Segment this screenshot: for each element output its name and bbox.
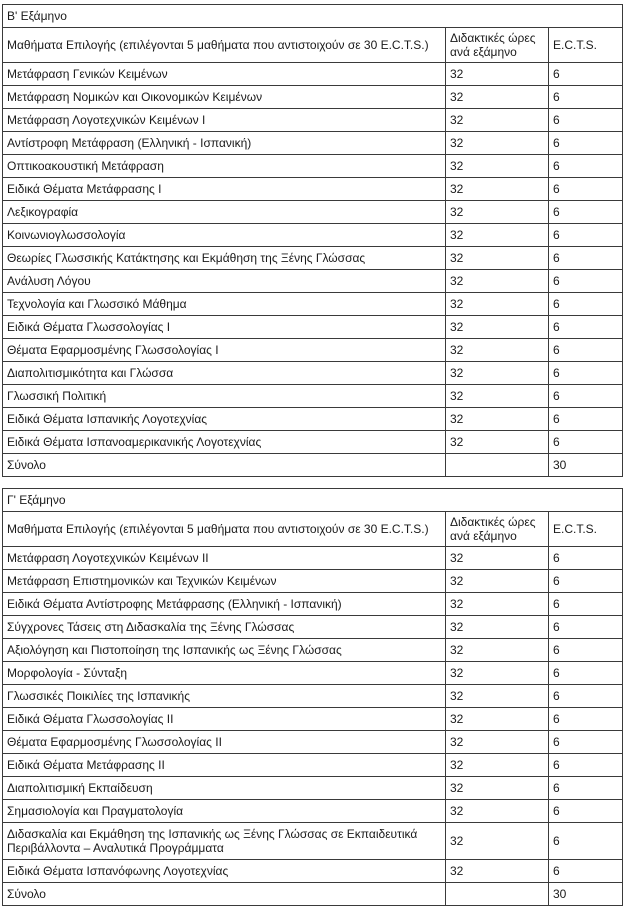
ects-credits: 6: [549, 339, 623, 362]
ects-credits: 6: [549, 708, 623, 731]
course-name: Ειδικά Θέματα Ισπανοαμερικανικής Λογοτεχνίας: [3, 431, 446, 454]
course-name: Αντίστροφη Μετάφραση (Ελληνική - Ισπανική): [3, 132, 446, 155]
table-row: [3, 823, 623, 860]
ects-credits: 6: [549, 86, 623, 109]
table-row: [3, 431, 623, 454]
ects-credits: 6: [549, 316, 623, 339]
teaching-hours: 32: [446, 109, 549, 132]
table-row: [3, 385, 623, 408]
teaching-hours: 32: [446, 339, 549, 362]
teaching-hours: 32: [446, 570, 549, 593]
teaching-hours: 32: [446, 155, 549, 178]
teaching-hours: 32: [446, 362, 549, 385]
semester-c-body: [3, 489, 623, 906]
course-name: Μορφολογία - Σύνταξη: [3, 662, 446, 685]
ects-credits: 6: [549, 201, 623, 224]
semester-title-row: [3, 5, 623, 28]
course-name: Διαπολιτισμική Εκπαίδευση: [3, 777, 446, 800]
course-name: Σημασιολογία και Πραγματολογία: [3, 800, 446, 823]
teaching-hours: 32: [446, 708, 549, 731]
table-row: [3, 109, 623, 132]
teaching-hours: 32: [446, 408, 549, 431]
semester-title: Β' Εξάμηνο: [3, 5, 623, 28]
course-name: Θέματα Εφαρμοσμένης Γλωσσολογίας ΙΙ: [3, 731, 446, 754]
teaching-hours: 32: [446, 616, 549, 639]
table-row: [3, 731, 623, 754]
ects-credits: 6: [549, 570, 623, 593]
course-name: Ειδικά Θέματα Μετάφρασης Ι: [3, 178, 446, 201]
table-row: [3, 777, 623, 800]
course-name: Γλωσσική Πολιτική: [3, 385, 446, 408]
semester-title-row: [3, 489, 623, 512]
ects-credits: 6: [549, 731, 623, 754]
ects-credits: 6: [549, 385, 623, 408]
table-row: [3, 662, 623, 685]
ects-credits: 6: [549, 860, 623, 883]
teaching-hours: 32: [446, 593, 549, 616]
course-name: Ειδικά Θέματα Αντίστροφης Μετάφρασης (Ελληνική - Ισπανική): [3, 593, 446, 616]
header-row: [3, 512, 623, 547]
header-ects: E.C.T.S.: [549, 512, 623, 547]
ects-credits: 6: [549, 616, 623, 639]
course-name: Οπτικοακουστική Μετάφραση: [3, 155, 446, 178]
ects-credits: 6: [549, 178, 623, 201]
teaching-hours: 32: [446, 685, 549, 708]
semester-title: Γ' Εξάμηνο: [3, 489, 623, 512]
teaching-hours: 32: [446, 293, 549, 316]
header-hours: Διδακτικές ώρες ανά εξάμηνο: [446, 512, 549, 547]
table-row: [3, 178, 623, 201]
teaching-hours: 32: [446, 316, 549, 339]
teaching-hours: 32: [446, 547, 549, 570]
header-ects: E.C.T.S.: [549, 28, 623, 63]
course-name: Ειδικά Θέματα Ισπανόφωνης Λογοτεχνίας: [3, 860, 446, 883]
table-row: [3, 362, 623, 385]
course-name: Μετάφραση Επιστημονικών και Τεχνικών Κειμένων: [3, 570, 446, 593]
ects-credits: 6: [549, 593, 623, 616]
table-row: [3, 639, 623, 662]
ects-credits: 6: [549, 270, 623, 293]
total-label: Σύνολο: [3, 454, 446, 477]
total-row: [3, 883, 623, 906]
total-row: [3, 454, 623, 477]
table-row: [3, 593, 623, 616]
ects-credits: 6: [549, 224, 623, 247]
course-name: Κοινωνιογλωσσολογία: [3, 224, 446, 247]
total-hours: [446, 454, 549, 477]
semester-b-table: [2, 4, 623, 477]
table-row: [3, 800, 623, 823]
teaching-hours: 32: [446, 86, 549, 109]
table-row: [3, 293, 623, 316]
course-name: Ειδικά Θέματα Ισπανικής Λογοτεχνίας: [3, 408, 446, 431]
table-row: [3, 155, 623, 178]
teaching-hours: 32: [446, 178, 549, 201]
course-name: Μετάφραση Γενικών Κειμένων: [3, 63, 446, 86]
table-row: [3, 570, 623, 593]
course-name: Ειδικά Θέματα Γλωσσολογίας Ι: [3, 316, 446, 339]
ects-credits: 6: [549, 408, 623, 431]
course-name: Αξιολόγηση και Πιστοποίηση της Ισπανικής ως Ξένης Γλώσσας: [3, 639, 446, 662]
course-name: Σύγχρονες Τάσεις στη Διδασκαλία της Ξένης Γλώσσας: [3, 616, 446, 639]
ects-credits: 6: [549, 63, 623, 86]
semester-c-table: [2, 488, 623, 906]
table-row: [3, 132, 623, 155]
course-name: Μετάφραση Λογοτεχνικών Κειμένων Ι: [3, 109, 446, 132]
teaching-hours: 32: [446, 754, 549, 777]
course-name: Μετάφραση Νομικών και Οικονομικών Κειμένων: [3, 86, 446, 109]
teaching-hours: 32: [446, 224, 549, 247]
ects-credits: 6: [549, 754, 623, 777]
ects-credits: 6: [549, 362, 623, 385]
ects-credits: 6: [549, 685, 623, 708]
course-name: Διαπολιτισμικότητα και Γλώσσα: [3, 362, 446, 385]
ects-credits: 6: [549, 293, 623, 316]
course-name: Γλωσσικές Ποικιλίες της Ισπανικής: [3, 685, 446, 708]
teaching-hours: 32: [446, 800, 549, 823]
course-name: Ειδικά Θέματα Μετάφρασης ΙΙ: [3, 754, 446, 777]
table-row: [3, 339, 623, 362]
total-label: Σύνολο: [3, 883, 446, 906]
table-row: [3, 63, 623, 86]
ects-credits: 6: [549, 662, 623, 685]
ects-credits: 6: [549, 639, 623, 662]
total-ects: 30: [549, 883, 623, 906]
ects-credits: 6: [549, 155, 623, 178]
teaching-hours: 32: [446, 860, 549, 883]
ects-credits: 6: [549, 823, 623, 860]
course-name: Θέματα Εφαρμοσμένης Γλωσσολογίας Ι: [3, 339, 446, 362]
table-row: [3, 201, 623, 224]
table-row: [3, 547, 623, 570]
ects-credits: 6: [549, 777, 623, 800]
table-row: [3, 860, 623, 883]
course-name: Λεξικογραφία: [3, 201, 446, 224]
table-row: [3, 685, 623, 708]
total-hours: [446, 883, 549, 906]
header-course: Μαθήματα Επιλογής (επιλέγονται 5 μαθήματα που αντιστοιχούν σε 30 E.C.T.S.): [3, 512, 446, 547]
header-hours: Διδακτικές ώρες ανά εξάμηνο: [446, 28, 549, 63]
course-name: Διδασκαλία και Εκμάθηση της Ισπανικής ως Ξένης Γλώσσας σε Εκπαιδευτικά Περιβάλλοντα – Αναλυτικά Προγράμματα: [3, 823, 446, 860]
course-name: Θεωρίες Γλωσσικής Κατάκτησης και Εκμάθηση της Ξένης Γλώσσας: [3, 247, 446, 270]
teaching-hours: 32: [446, 63, 549, 86]
teaching-hours: 32: [446, 662, 549, 685]
course-name: Τεχνολογία και Γλωσσικό Μάθημα: [3, 293, 446, 316]
table-row: [3, 86, 623, 109]
ects-credits: 6: [549, 800, 623, 823]
teaching-hours: 32: [446, 431, 549, 454]
table-row: [3, 408, 623, 431]
teaching-hours: 32: [446, 385, 549, 408]
header-row: [3, 28, 623, 63]
total-ects: 30: [549, 454, 623, 477]
table-row: [3, 754, 623, 777]
ects-credits: 6: [549, 132, 623, 155]
ects-credits: 6: [549, 547, 623, 570]
semester-b-body: [3, 5, 623, 477]
teaching-hours: 32: [446, 270, 549, 293]
teaching-hours: 32: [446, 823, 549, 860]
teaching-hours: 32: [446, 201, 549, 224]
table-row: [3, 316, 623, 339]
header-course: Μαθήματα Επιλογής (επιλέγονται 5 μαθήματα που αντιστοιχούν σε 30 E.C.T.S.): [3, 28, 446, 63]
teaching-hours: 32: [446, 132, 549, 155]
course-name: Μετάφραση Λογοτεχνικών Κειμένων ΙΙ: [3, 547, 446, 570]
teaching-hours: 32: [446, 247, 549, 270]
table-row: [3, 270, 623, 293]
ects-credits: 6: [549, 109, 623, 132]
course-name: Ανάλυση Λόγου: [3, 270, 446, 293]
teaching-hours: 32: [446, 731, 549, 754]
table-row: [3, 708, 623, 731]
course-name: Ειδικά Θέματα Γλωσσολογίας ΙΙ: [3, 708, 446, 731]
ects-credits: 6: [549, 247, 623, 270]
teaching-hours: 32: [446, 639, 549, 662]
table-row: [3, 224, 623, 247]
table-row: [3, 616, 623, 639]
ects-credits: 6: [549, 431, 623, 454]
table-row: [3, 247, 623, 270]
teaching-hours: 32: [446, 777, 549, 800]
